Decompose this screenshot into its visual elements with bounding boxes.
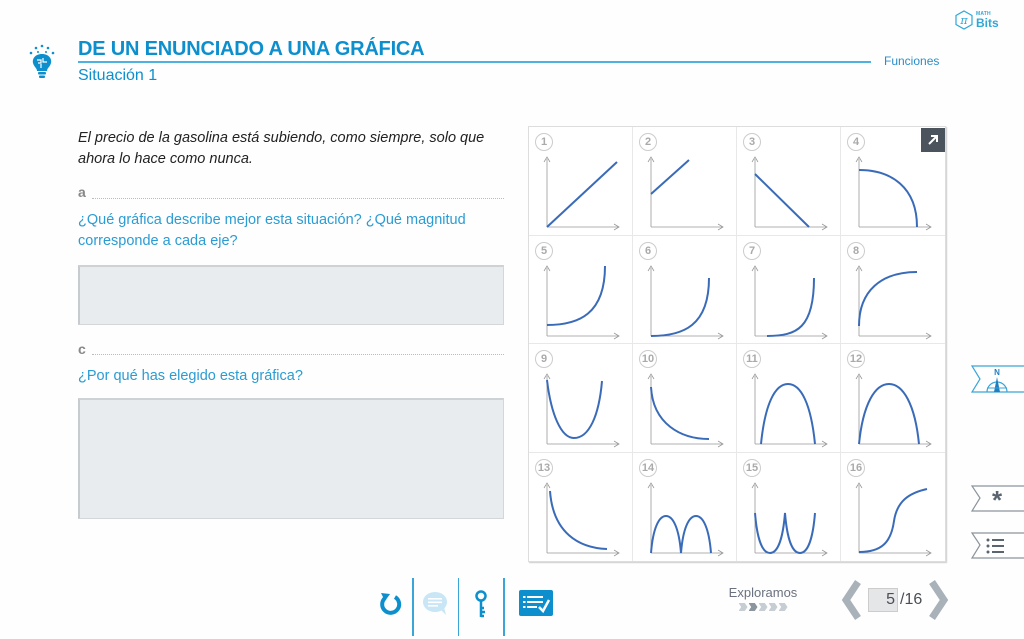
logo-small-text: MATH [976,10,991,17]
logo-big-text: Bits [976,15,999,30]
phase-steps [722,603,804,611]
svg-text:*: * [991,485,1003,514]
question-c: ¿Por qué has elegido esta gráfica? [78,368,303,384]
expand-arrow-icon [927,134,939,146]
graph-hyperbola-decreasing [529,453,633,561]
side-tab-list[interactable] [970,531,1024,561]
graph-double-valley [737,453,841,561]
graph-number: 14 [639,459,657,477]
graph-number: 13 [535,459,553,477]
graph-option-11[interactable] [737,344,841,453]
asterisk-icon [970,484,1024,514]
graph-option-3[interactable] [737,127,841,236]
graph-option-6[interactable] [633,236,737,345]
graph-option-15[interactable] [737,453,841,562]
page-number-input[interactable] [868,588,898,612]
solution-key-button[interactable] [459,578,503,636]
comments-button[interactable] [414,578,458,636]
graph-number: 1 [535,133,553,151]
graph-option-12[interactable] [841,344,945,453]
lightbulb-puzzle-icon [28,44,56,80]
side-tab-compass[interactable] [970,362,1024,392]
graph-option-7[interactable] [737,236,841,345]
key-icon [474,590,488,618]
pager [840,580,950,620]
phase-step [759,603,768,611]
graph-number: 15 [743,459,761,477]
graph-number: 3 [743,133,761,151]
chat-bubble-icon [422,590,450,616]
graph-number: 5 [535,242,553,260]
phase-step [769,603,778,611]
graph-exponential-intercept [529,236,633,344]
graph-concave-saturating [841,236,945,344]
answer-field-a[interactable] [78,265,504,325]
graph-number: 6 [639,242,657,260]
graph-number: 16 [847,459,865,477]
graph-option-5[interactable] [529,236,633,345]
previous-page-button[interactable] [840,580,862,620]
phase-step-active [749,603,758,611]
graph-inverted-parabola-origin [841,344,945,452]
section-label: Funciones [884,54,940,68]
item-divider-c [92,354,504,355]
item-divider-a [92,198,504,199]
phase-step [739,603,748,611]
checklist-icon [519,590,553,616]
graph-inverted-parabola-shifted [737,344,841,452]
side-tab-asterisk[interactable] [970,484,1024,514]
item-letter-c: c [78,341,86,357]
graph-convex-origin [633,236,737,344]
reset-button[interactable] [368,578,412,636]
next-page-button[interactable] [928,580,950,620]
phase-step [779,603,788,611]
graph-u-parabola [529,344,633,452]
graph-option-10[interactable] [633,344,737,453]
graph-number: 8 [847,242,865,260]
phase-indicator [722,585,804,611]
graph-options-grid [528,126,946,562]
list-icon [970,531,1024,561]
bottom-toolbar [368,578,567,636]
item-letter-a: a [78,184,86,200]
phase-label: Exploramos [728,585,798,600]
graph-option-14[interactable] [633,453,737,562]
title-divider [78,61,871,63]
graph-linear-decreasing [737,127,841,235]
page-subtitle: Situación 1 [78,67,158,84]
mathbits-logo [954,10,999,30]
pi-hexagon-icon [954,10,974,30]
page-title: DE UN ENUNCIADO A UNA GRÁFICA [78,38,425,60]
graph-number: 11 [743,350,761,368]
graph-number: 10 [639,350,657,368]
answer-field-c[interactable] [78,398,504,519]
graph-double-arch [633,453,737,561]
graph-option-16[interactable] [841,453,945,562]
svg-text:π: π [960,14,968,27]
graph-number: 7 [743,242,761,260]
reset-icon [377,590,403,616]
page-total: /16 [900,591,923,608]
graph-number: 12 [847,350,865,368]
graph-number: 4 [847,133,865,151]
problem-statement: El precio de la gasolina está subiendo, como siempre, solo que ahora lo hace como nunca. [78,130,485,167]
expand-button[interactable] [921,128,945,152]
compass-north-icon [970,362,1024,396]
graph-option-2[interactable] [633,127,737,236]
question-a: ¿Qué gráfica describe mejor esta situación? ¿Qué magnitud corresponde a cada eje? [78,212,466,249]
graph-sigmoid [841,453,945,561]
graph-linear-increasing [529,127,633,235]
graph-option-13[interactable] [529,453,633,562]
graph-option-9[interactable] [529,344,633,453]
graph-convex-delayed [737,236,841,344]
svg-text:N: N [994,368,1000,377]
graph-linear-intercept [633,127,737,235]
graph-decay-shifted [633,344,737,452]
check-button[interactable] [505,578,567,636]
graph-number: 2 [639,133,657,151]
graph-option-1[interactable] [529,127,633,236]
graph-number: 9 [535,350,553,368]
graph-option-8[interactable] [841,236,945,345]
